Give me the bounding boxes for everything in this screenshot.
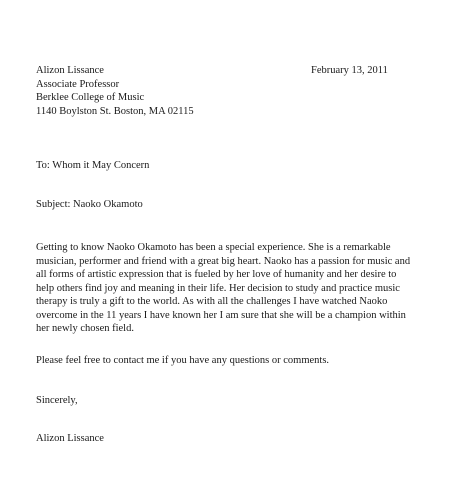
body-line: all forms of artistic expression that is fueled by her love of humanity and her desire to (36, 269, 397, 280)
signoff: Sincerely, (36, 395, 78, 406)
body-line: therapy is truly a gift to the world. As with all the challenges I have watched Naoko (36, 296, 388, 307)
body-line: Getting to know Naoko Okamoto has been a special experience. She is a remarkable (36, 242, 391, 253)
sender-block (36, 64, 276, 118)
body-paragraph (36, 241, 411, 336)
sender-institution: Berklee College of Music (36, 92, 145, 103)
recipient-line: To: Whom it May Concern (36, 160, 150, 171)
letter-date: February 13, 2011 (311, 65, 388, 76)
sender-name: Alizon Lissance (36, 65, 104, 76)
signature-name: Alizon Lissance (36, 433, 104, 444)
body-line: overcome in the 11 years I have known her I am sure that she will be a champion within (36, 309, 406, 321)
body-line: her newly chosen field. (36, 323, 134, 334)
body-line: help others find joy and meaning in their life. Her decision to study and practice music (36, 282, 400, 294)
sender-address: 1140 Boylston St. Boston, MA 02115 (36, 105, 194, 117)
closing-note: Please feel free to contact me if you have any questions or comments. (36, 355, 330, 366)
sender-title: Associate Professor (36, 78, 120, 90)
body-line: musician, performer and friend with a great big heart. Naoko has a passion for music and (36, 255, 411, 267)
subject-line: Subject: Naoko Okamoto (36, 199, 143, 210)
